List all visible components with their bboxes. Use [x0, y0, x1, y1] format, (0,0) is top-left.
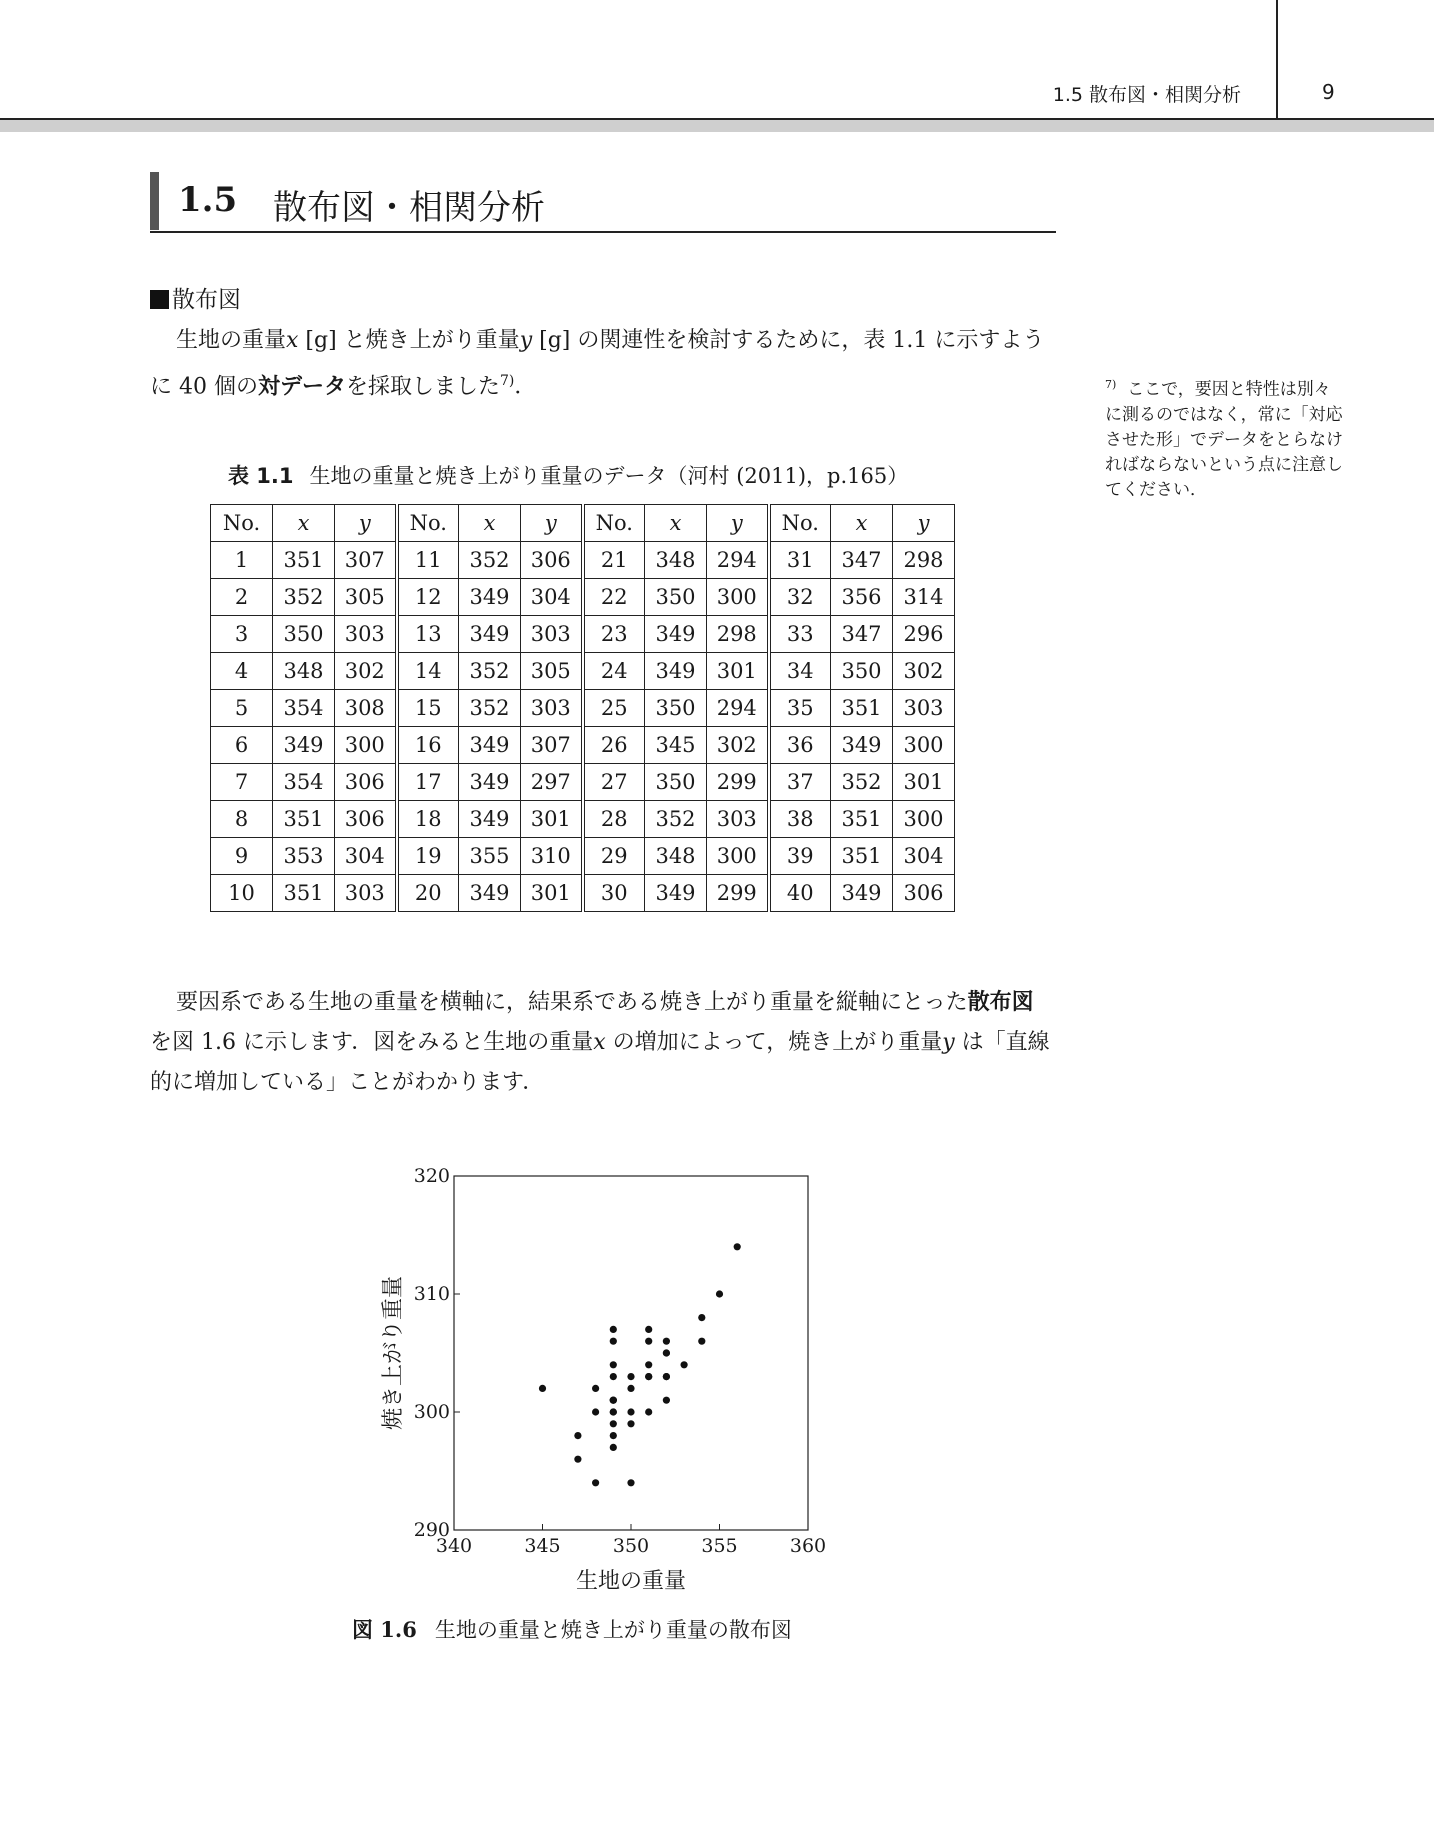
y-tick-label: 310	[413, 1283, 450, 1305]
table-cell: 16	[397, 727, 459, 764]
table-cell: 23	[583, 616, 645, 653]
table-header-cell: No.	[583, 505, 645, 542]
table-cell: 304	[893, 838, 955, 875]
table-cell: 351	[273, 801, 335, 838]
table-cell: 349	[645, 653, 707, 690]
table-header-cell: y	[335, 505, 397, 542]
table-cell: 14	[397, 653, 459, 690]
data-point	[716, 1290, 723, 1297]
table-cell: 351	[273, 542, 335, 579]
y-axis-label: 焼き上がり重量	[381, 1275, 406, 1431]
data-point	[610, 1420, 617, 1427]
table-cell: 310	[521, 838, 583, 875]
table-cell: 300	[707, 838, 769, 875]
table-row	[211, 764, 955, 801]
data-point	[592, 1385, 599, 1392]
table-header-cell: No.	[769, 505, 831, 542]
section-number: 1.5	[178, 180, 238, 220]
table-cell: 351	[831, 801, 893, 838]
data-point	[734, 1243, 741, 1250]
data-point	[610, 1432, 617, 1439]
data-point	[627, 1479, 634, 1486]
y-tick-label: 320	[413, 1165, 450, 1187]
table-cell: 303	[335, 875, 397, 912]
table-cell: 352	[459, 690, 521, 727]
table-cell: 349	[459, 579, 521, 616]
table-cell: 306	[521, 542, 583, 579]
data-point	[645, 1338, 652, 1345]
table-cell: 15	[397, 690, 459, 727]
table-cell: 32	[769, 579, 831, 616]
table-cell: 7	[211, 764, 273, 801]
table-cell: 349	[459, 764, 521, 801]
table-cell: 351	[273, 875, 335, 912]
table-cell: 38	[769, 801, 831, 838]
table-cell: 304	[335, 838, 397, 875]
paragraph-scatter: 要因系である生地の重量を横軸に，結果系である焼き上がり重量を縦軸にとった散布図を図 1.6 に示します．図をみると生地の重量x の増加によって，焼き上がり重量y は「直線的に増加している」ことがわかります．	[150, 990, 1050, 1095]
table-cell: 27	[583, 764, 645, 801]
table-cell: 352	[273, 579, 335, 616]
table-row	[211, 801, 955, 838]
table-cell: 299	[707, 764, 769, 801]
data-point	[610, 1373, 617, 1380]
table-cell: 352	[459, 542, 521, 579]
table-cell: 294	[707, 690, 769, 727]
data-point	[627, 1408, 634, 1415]
table-cell: 314	[893, 579, 955, 616]
table-cell: 349	[273, 727, 335, 764]
table-cell: 20	[397, 875, 459, 912]
data-point	[539, 1385, 546, 1392]
plot-frame	[454, 1176, 808, 1530]
table-row	[211, 542, 955, 579]
footnote-ref[interactable]: 7)	[500, 373, 515, 389]
table-cell: 348	[645, 542, 707, 579]
table-row	[211, 875, 955, 912]
table-cell: 305	[335, 579, 397, 616]
table-header-cell: y	[893, 505, 955, 542]
table-cell: 12	[397, 579, 459, 616]
table-cell: 349	[459, 616, 521, 653]
table-cell: 345	[645, 727, 707, 764]
table-header-cell: No.	[211, 505, 273, 542]
section-marker	[150, 172, 159, 230]
table-cell: 39	[769, 838, 831, 875]
data-point	[645, 1408, 652, 1415]
table-cell: 352	[831, 764, 893, 801]
table-cell: 306	[893, 875, 955, 912]
data-point	[645, 1373, 652, 1380]
running-header-section: 1.5 散布図・相関分析	[1052, 84, 1241, 106]
table-cell: 354	[273, 690, 335, 727]
table-cell: 301	[521, 875, 583, 912]
data-point	[610, 1361, 617, 1368]
table-cell: 22	[583, 579, 645, 616]
data-point	[610, 1338, 617, 1345]
y-tick-label: 290	[413, 1519, 450, 1541]
table-cell: 299	[707, 875, 769, 912]
table-cell: 33	[769, 616, 831, 653]
table-cell: 350	[645, 764, 707, 801]
table-cell: 303	[521, 690, 583, 727]
figure-caption: 図 1.6 生地の重量と焼き上がり重量の散布図	[352, 1617, 792, 1642]
table-cell: 349	[459, 875, 521, 912]
header-divider	[1276, 0, 1278, 118]
table-cell: 352	[459, 653, 521, 690]
table-cell: 349	[459, 801, 521, 838]
data-point	[645, 1326, 652, 1333]
table-cell: 352	[645, 801, 707, 838]
x-axis-label: 生地の重量	[575, 1569, 687, 1594]
table-cell: 30	[583, 875, 645, 912]
table-cell: 301	[521, 801, 583, 838]
table-cell: 294	[707, 542, 769, 579]
table-cell: 349	[831, 875, 893, 912]
data-point	[627, 1373, 634, 1380]
x-tick-label: 360	[789, 1535, 827, 1557]
table-cell: 306	[335, 801, 397, 838]
data-point	[698, 1338, 705, 1345]
header-band	[0, 120, 1434, 132]
table-cell: 355	[459, 838, 521, 875]
table-cell: 34	[769, 653, 831, 690]
table-cell: 302	[707, 727, 769, 764]
table-cell: 349	[645, 616, 707, 653]
table-cell: 349	[645, 875, 707, 912]
data-point	[663, 1349, 670, 1356]
table-cell: 302	[893, 653, 955, 690]
table-cell: 37	[769, 764, 831, 801]
table-cell: 13	[397, 616, 459, 653]
table-cell: 305	[521, 653, 583, 690]
table-cell: 18	[397, 801, 459, 838]
table-cell: 8	[211, 801, 273, 838]
subheading: 散布図	[150, 281, 241, 314]
table-cell: 40	[769, 875, 831, 912]
data-table	[210, 504, 955, 912]
data-point	[610, 1326, 617, 1333]
x-tick-label: 340	[435, 1535, 473, 1557]
section-title: 散布図・相関分析	[273, 188, 545, 228]
table-cell: 350	[645, 579, 707, 616]
table-cell: 36	[769, 727, 831, 764]
table-header-cell: x	[273, 505, 335, 542]
data-point	[592, 1479, 599, 1486]
x-tick-label: 350	[612, 1535, 650, 1557]
table-cell: 301	[893, 764, 955, 801]
table-cell: 31	[769, 542, 831, 579]
table-cell: 2	[211, 579, 273, 616]
data-point	[627, 1420, 634, 1427]
table-cell: 308	[335, 690, 397, 727]
table-cell: 350	[831, 653, 893, 690]
table-cell: 301	[707, 653, 769, 690]
table-cell: 11	[397, 542, 459, 579]
table-cell: 353	[273, 838, 335, 875]
scatter-plot	[370, 1160, 850, 1600]
table-cell: 356	[831, 579, 893, 616]
table-cell: 350	[645, 690, 707, 727]
table-cell: 296	[893, 616, 955, 653]
table-cell: 21	[583, 542, 645, 579]
table-cell: 26	[583, 727, 645, 764]
table-cell: 28	[583, 801, 645, 838]
table-header-cell: x	[459, 505, 521, 542]
table-row	[211, 616, 955, 653]
table-cell: 24	[583, 653, 645, 690]
table-cell: 35	[769, 690, 831, 727]
table-row	[211, 690, 955, 727]
table-cell: 300	[707, 579, 769, 616]
paragraph-intro: 生地の重量x [g] と焼き上がり重量y [g] の関連性を検討するために，表 1.1 に示すように 40 個の対データを採取しました$^{7)}$．	[150, 328, 1045, 400]
data-point	[663, 1338, 670, 1345]
table-cell: 298	[893, 542, 955, 579]
data-point	[574, 1432, 581, 1439]
data-point	[663, 1397, 670, 1404]
table-cell: 349	[459, 727, 521, 764]
table-cell: 303	[707, 801, 769, 838]
y-tick-label: 300	[413, 1401, 450, 1423]
table-cell: 6	[211, 727, 273, 764]
table-cell: 29	[583, 838, 645, 875]
table-cell: 3	[211, 616, 273, 653]
square-bullet-icon	[150, 290, 169, 309]
page-number: 9	[1322, 80, 1335, 104]
data-point	[681, 1361, 688, 1368]
table-cell: 351	[831, 690, 893, 727]
table-cell: 347	[831, 616, 893, 653]
table-cell: 25	[583, 690, 645, 727]
table-cell: 19	[397, 838, 459, 875]
table-cell: 5	[211, 690, 273, 727]
table-cell: 348	[645, 838, 707, 875]
data-point	[592, 1408, 599, 1415]
table-cell: 348	[273, 653, 335, 690]
table-cell: 17	[397, 764, 459, 801]
table-cell: 300	[893, 801, 955, 838]
table-cell: 4	[211, 653, 273, 690]
table-cell: 303	[521, 616, 583, 653]
data-point	[574, 1456, 581, 1463]
data-point	[698, 1314, 705, 1321]
table-header-cell: No.	[397, 505, 459, 542]
table-cell: 354	[273, 764, 335, 801]
table-cell: 298	[707, 616, 769, 653]
table-cell: 297	[521, 764, 583, 801]
data-point	[610, 1408, 617, 1415]
data-point	[627, 1385, 634, 1392]
table-cell: 306	[335, 764, 397, 801]
section-rule	[150, 231, 1056, 233]
table-header-cell: y	[707, 505, 769, 542]
table-row	[211, 838, 955, 875]
table-cell: 347	[831, 542, 893, 579]
data-point	[610, 1444, 617, 1451]
table-cell: 9	[211, 838, 273, 875]
table-caption: 表 1.1 生地の重量と焼き上がり重量のデータ（河村 (2011)，p.165）	[228, 464, 909, 488]
table-row	[211, 727, 955, 764]
table-header-cell: y	[521, 505, 583, 542]
table-cell: 10	[211, 875, 273, 912]
table-row	[211, 579, 955, 616]
table-header-row	[211, 505, 955, 542]
table-cell: 350	[273, 616, 335, 653]
table-cell: 302	[335, 653, 397, 690]
table-cell: 300	[335, 727, 397, 764]
table-header-cell: x	[645, 505, 707, 542]
x-tick-label: 345	[524, 1535, 561, 1557]
table-row	[211, 653, 955, 690]
table-cell: 300	[893, 727, 955, 764]
table-cell: 303	[893, 690, 955, 727]
table-cell: 307	[335, 542, 397, 579]
data-point	[610, 1397, 617, 1404]
margin-footnote: $^{7)}$ ここで，要因と特性は別々に測るのではなく，常に「対応させた形」でデータをとらなければならないという点に注意してください．	[1105, 378, 1343, 500]
x-tick-label: 355	[701, 1535, 738, 1557]
table-cell: 349	[831, 727, 893, 764]
table-cell: 307	[521, 727, 583, 764]
table-cell: 303	[335, 616, 397, 653]
table-header-cell: x	[831, 505, 893, 542]
data-point	[645, 1361, 652, 1368]
table-cell: 304	[521, 579, 583, 616]
table-cell: 351	[831, 838, 893, 875]
table-cell: 1	[211, 542, 273, 579]
data-point	[663, 1373, 670, 1380]
